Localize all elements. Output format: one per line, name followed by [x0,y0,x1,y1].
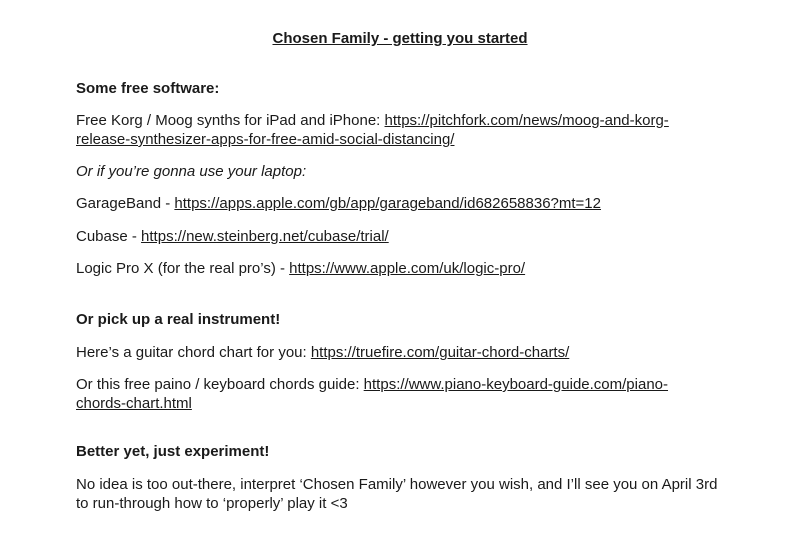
cubase-text: Cubase - [76,228,142,245]
document-title: Chosen Family - getting you started [272,30,528,47]
laptop-note: Or if you’re gonna use your laptop: [76,163,307,180]
guitar-link[interactable]: https://truefire.com/guitar-chord-charts/ [310,344,570,361]
logic-line [76,259,726,278]
instrument-heading: Or pick up a real instrument! [76,311,281,328]
experiment-line-2: to run-through how to ‘properly’ play it <3 [76,495,348,512]
piano-paragraph [76,375,726,413]
experiment-line-1: No idea is too out-there, interpret ‘Chosen Family’ however you wish, and I’ll see you on April 3rd [76,476,718,493]
piano-link[interactable]: https://www.piano-keyboard-guide.com/piano- [363,376,669,393]
korg-moog-text: Free Korg / Moog synths for iPad and iPhone: [76,112,385,129]
garageband-link[interactable]: https://apps.apple.com/gb/app/garageband/id682658836?mt=12 [174,195,601,212]
experiment-heading: Better yet, just experiment! [76,443,270,460]
experiment-paragraph [76,475,776,513]
piano-link-continued[interactable]: chords-chart.html [76,395,192,412]
piano-text: Or this free paino / keyboard chords guide: [76,376,364,393]
logic-link[interactable]: https://www.apple.com/uk/logic-pro/ [289,260,526,277]
korg-moog-link-continued[interactable]: release-synthesizer-apps-for-free-amid-social-distancing/ [76,131,455,148]
korg-moog-link[interactable]: https://pitchfork.com/news/moog-and-korg- [384,112,669,129]
garageband-line [76,194,726,213]
software-heading: Some free software: [76,80,220,97]
cubase-link[interactable]: https://new.steinberg.net/cubase/trial/ [141,228,389,245]
korg-moog-paragraph [76,111,726,149]
garageband-text: GarageBand - [76,195,175,212]
guitar-text: Here’s a guitar chord chart for you: [76,344,311,361]
guitar-line [76,343,726,362]
logic-text: Logic Pro X (for the real pro’s) - [76,260,290,277]
cubase-line [76,227,726,246]
